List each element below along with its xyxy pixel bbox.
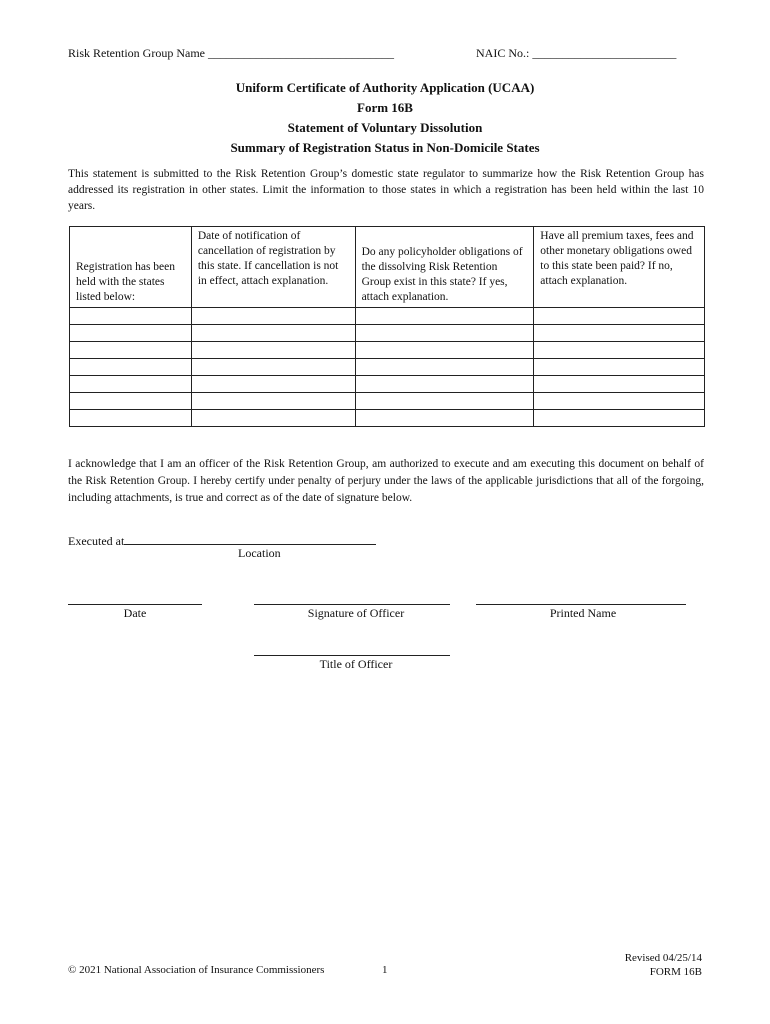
cell-cancellation-date[interactable] <box>191 308 355 325</box>
cell-obligations[interactable] <box>355 325 534 342</box>
table-row <box>70 325 705 342</box>
header-policyholder-obligations: Do any policyholder obligations of the dissolving Risk Retention Group exist in this state? If yes, attach explanation. <box>355 227 534 308</box>
cell-cancellation-date[interactable] <box>191 376 355 393</box>
revised-date: Revised 04/25/14 <box>624 952 702 964</box>
form-titles <box>0 78 770 158</box>
cell-state[interactable] <box>70 308 192 325</box>
acknowledgement-paragraph: I acknowledge that I am an officer of the Risk Retention Group, am authorized to execute and am executing this document on behalf of the Risk Retention Group. I hereby certify under penalty of perjury under the laws of the applicable jurisdictions that all of the forgoing, including attachments, is true and correct as of the date of signature below. <box>68 458 704 504</box>
cell-cancellation-date[interactable] <box>191 393 355 410</box>
form-title-statement: Statement of Voluntary Dissolution <box>287 120 483 135</box>
copyright-notice: © 2021 National Association of Insurance Commissioners <box>68 964 325 976</box>
cell-obligations[interactable] <box>355 342 534 359</box>
location-input-line[interactable] <box>124 532 376 545</box>
cell-cancellation-date[interactable] <box>191 342 355 359</box>
cell-taxes-paid[interactable] <box>534 410 705 427</box>
officer-signature-line[interactable] <box>254 604 450 605</box>
cell-state[interactable] <box>70 342 192 359</box>
cell-obligations[interactable] <box>355 376 534 393</box>
table-header-row <box>70 227 705 308</box>
form-title-summary: Summary of Registration Status in Non-Domicile States <box>230 140 540 155</box>
cell-taxes-paid[interactable] <box>534 308 705 325</box>
header-cancellation-date: Date of notification of cancellation of registration by this state. If cancellation is not in effect, attach explanation. <box>191 227 355 308</box>
cell-obligations[interactable] <box>355 359 534 376</box>
header-premium-taxes-paid: Have all premium taxes, fees and other monetary obligations owed to this state been paid? If no, attach explanation. <box>534 227 705 308</box>
printed-name-label: Printed Name <box>549 606 617 620</box>
form-title-ucaa: Uniform Certificate of Authority Application (UCAA) <box>235 80 535 95</box>
form-title-number: Form 16B <box>357 100 413 115</box>
header-registration-states: Registration has been held with the states listed below: <box>70 227 192 308</box>
date-label: Date <box>123 606 147 620</box>
location-label: Location <box>238 546 281 560</box>
cell-obligations[interactable] <box>355 393 534 410</box>
cell-cancellation-date[interactable] <box>191 410 355 427</box>
table-row <box>70 359 705 376</box>
registration-table <box>69 226 705 427</box>
cell-state[interactable] <box>70 376 192 393</box>
intro-paragraph: This statement is submitted to the Risk Retention Group’s domestic state regulator to summarize how the Risk Retention Group has addressed its registration in other states. Limit the information to those states in which a registration has been held within the last 10 years. <box>68 168 704 212</box>
cell-taxes-paid[interactable] <box>534 359 705 376</box>
executed-at-label: Executed at <box>68 534 125 548</box>
cell-obligations[interactable] <box>355 308 534 325</box>
cell-cancellation-date[interactable] <box>191 325 355 342</box>
cell-cancellation-date[interactable] <box>191 359 355 376</box>
executed-at-field <box>68 532 376 549</box>
cell-taxes-paid[interactable] <box>534 376 705 393</box>
table-row <box>70 376 705 393</box>
table-row <box>70 342 705 359</box>
form-number: FORM 16B <box>649 966 702 978</box>
page-number: 1 <box>382 964 388 976</box>
table-row <box>70 308 705 325</box>
rrg-name-field[interactable]: Risk Retention Group Name _______________________________ <box>68 46 394 60</box>
cell-obligations[interactable] <box>355 410 534 427</box>
table-row <box>70 393 705 410</box>
cell-state[interactable] <box>70 410 192 427</box>
cell-taxes-paid[interactable] <box>534 342 705 359</box>
date-input-line[interactable] <box>68 604 202 605</box>
cell-state[interactable] <box>70 359 192 376</box>
cell-state[interactable] <box>70 393 192 410</box>
title-of-officer-label: Title of Officer <box>319 657 393 671</box>
printed-name-line[interactable] <box>476 604 686 605</box>
cell-taxes-paid[interactable] <box>534 393 705 410</box>
signature-of-officer-label: Signature of Officer <box>307 606 405 620</box>
cell-taxes-paid[interactable] <box>534 325 705 342</box>
revision-info <box>625 951 702 979</box>
table-row <box>70 410 705 427</box>
cell-state[interactable] <box>70 325 192 342</box>
title-of-officer-line[interactable] <box>254 655 450 656</box>
naic-number-field[interactable]: NAIC No.: ________________________ <box>476 46 677 60</box>
